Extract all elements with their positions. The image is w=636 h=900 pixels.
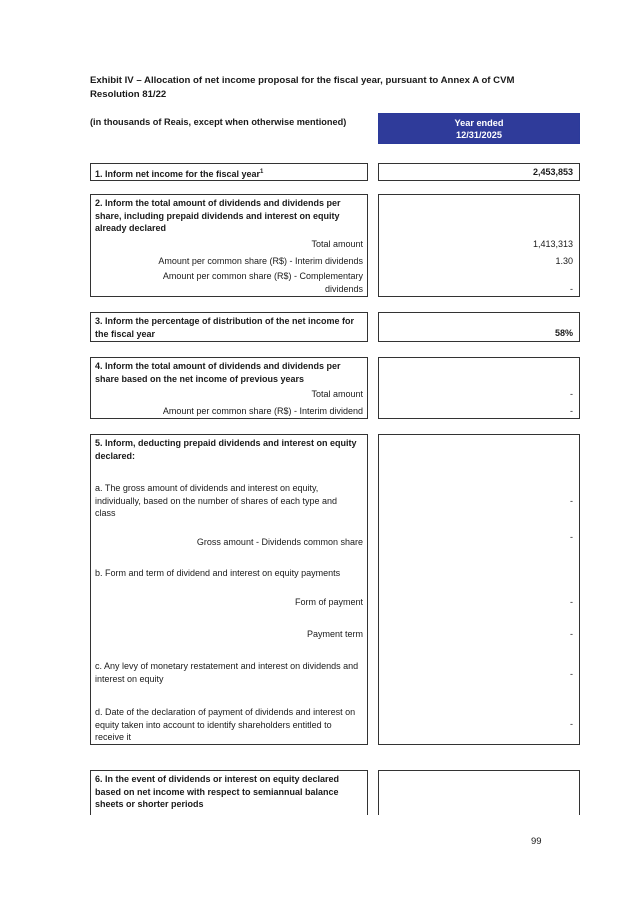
section-5-item-a-value: - bbox=[570, 496, 573, 506]
year-column-title-line2: 12/31/2025 bbox=[456, 130, 502, 140]
year-column-title-line1: Year ended bbox=[454, 118, 504, 128]
section-1-label bbox=[95, 166, 363, 181]
section-6-heading: 6. In the event of dividends or interest on equity declared based on net income with respect to semiannual balance sheets or shorter periods bbox=[95, 774, 340, 809]
section-4-row-interim-value: - bbox=[570, 406, 573, 416]
section-2-row-interim-value: 1.30 bbox=[555, 256, 573, 266]
section-4-label-box bbox=[90, 357, 368, 419]
section-5-form-of-payment-label: Form of payment bbox=[294, 597, 363, 607]
section-3-value-box bbox=[378, 312, 580, 342]
section-5-payment-term-label: Payment term bbox=[306, 629, 363, 639]
section-4-row-total-label: Total amount bbox=[311, 389, 363, 399]
exhibit-title: Exhibit IV – Allocation of net income proposal for the fiscal year, pursuant to Annex A of CVM Resolution 81/22 bbox=[90, 75, 515, 100]
section-5-item-c-value: - bbox=[570, 669, 573, 679]
section-2-row-interim-label: Amount per common share (R$) - Interim dividends bbox=[158, 256, 363, 266]
section-5-item-a-sub-value: - bbox=[570, 532, 573, 542]
section-2-value-box bbox=[378, 194, 580, 297]
section-4-value-box bbox=[378, 357, 580, 419]
year-column-title bbox=[379, 117, 579, 141]
section-5-item-b-text: b. Form and term of dividend and interest on equity payments bbox=[95, 568, 341, 578]
section-6-value-box bbox=[378, 770, 580, 815]
section-3-heading: 3. Inform the percentage of distribution of the net income for the fiscal year bbox=[95, 316, 355, 339]
section-1-footnote: 1 bbox=[260, 169, 264, 175]
section-5-item-d-value: - bbox=[570, 719, 573, 729]
section-6-label-box bbox=[90, 770, 368, 815]
section-1-value-box bbox=[378, 163, 580, 181]
section-5-label-box bbox=[90, 434, 368, 745]
section-2-row-complementary-label: Amount per common share (R$) - Complementary dividends bbox=[162, 271, 363, 294]
section-2-label-box bbox=[90, 194, 368, 297]
section-2-row-total-value: 1,413,313 bbox=[532, 239, 573, 249]
section-4-row-total-value: - bbox=[570, 389, 573, 399]
section-4-heading: 4. Inform the total amount of dividends and dividends per share based on the net income of previous years bbox=[95, 361, 341, 384]
section-2-heading: 2. Inform the total amount of dividends and dividends per share, including prepaid dividends and interest on equity already declared bbox=[95, 198, 341, 233]
section-2-row-complementary-value: - bbox=[570, 284, 573, 294]
section-5-item-a-sub-label: Gross amount - Dividends common share bbox=[196, 537, 363, 547]
section-1-value: 2,453,853 bbox=[532, 167, 573, 177]
section-5-item-d-text: d. Date of the declaration of payment of dividends and interest on equity taken into account to identify shareholders entitled to receive it bbox=[95, 707, 356, 742]
section-5-payment-term-value: - bbox=[570, 629, 573, 639]
section-4-row-interim-label: Amount per common share (R$) - Interim dividend bbox=[162, 406, 363, 416]
section-5-item-a-text: a. The gross amount of dividends and interest on equity, individually, based on the number of shares of each type and class bbox=[95, 483, 337, 518]
section-3-label-box bbox=[90, 312, 368, 342]
page-number: 99 bbox=[531, 836, 542, 847]
section-5-item-c-text: c. Any levy of monetary restatement and interest on dividends and interest on equity bbox=[95, 661, 359, 684]
section-2-row-total-label: Total amount bbox=[311, 239, 363, 249]
section-1-label-box bbox=[90, 163, 368, 181]
section-1-label-text: 1. Inform net income for the fiscal year bbox=[95, 169, 261, 179]
year-column-header bbox=[378, 113, 580, 144]
units-note: (in thousands of Reais, except when otherwise mentioned) bbox=[90, 117, 347, 127]
section-5-heading: 5. Inform, deducting prepaid dividends and interest on equity declared: bbox=[95, 438, 357, 461]
section-5-value-box bbox=[378, 434, 580, 745]
section-3-value: 58% bbox=[554, 328, 573, 338]
section-5-form-of-payment-value: - bbox=[570, 597, 573, 607]
